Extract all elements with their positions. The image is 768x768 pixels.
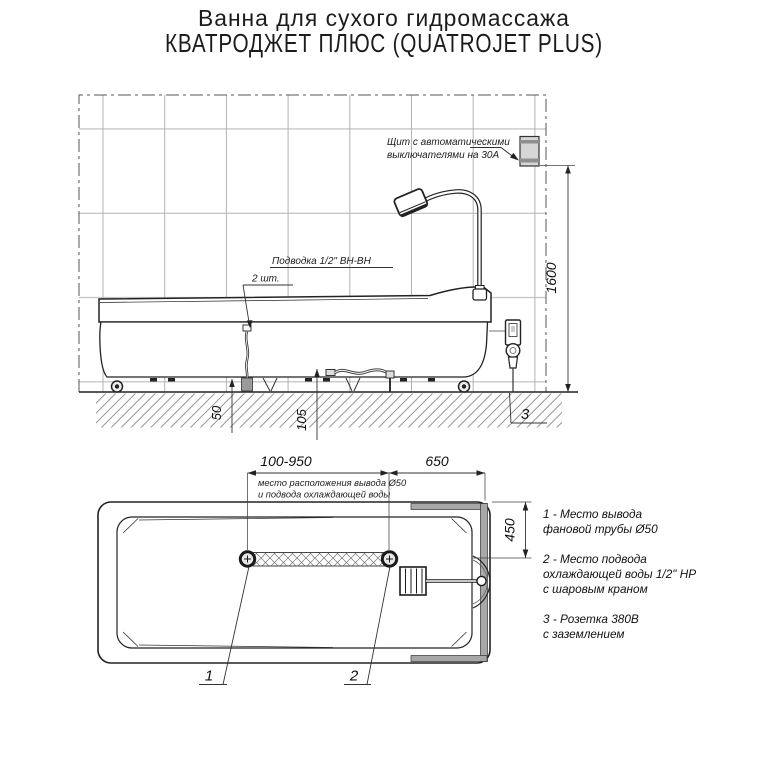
legend-item1-line2: фановой трубы Ø50 — [543, 522, 658, 536]
legend-item3-line1: 3 - Розетка 380В — [543, 612, 639, 626]
hose-label-line2: 2 шт. — [252, 273, 280, 285]
bathtub-side — [99, 287, 491, 392]
title-line-2: КВАТРОДЖЕТ ПЛЮС (QUATROJET PLUS) — [165, 28, 603, 58]
dim-range-label: 100-950 — [260, 453, 312, 469]
panel-label-line1: Щит с автоматическими — [387, 137, 510, 148]
legend-item2-line2: охлаждающей воды 1/2" НР — [543, 567, 697, 581]
floor-hatch — [96, 394, 562, 431]
note-line1: место расположения вывода Ø50 — [258, 478, 407, 488]
arm-mount-collar — [473, 289, 487, 300]
elevation-view — [79, 95, 578, 440]
breaker-panel — [520, 137, 539, 167]
note-line2: и подвода охлаждающей воды — [258, 489, 391, 500]
dim-1600-label: 1600 — [543, 262, 559, 294]
panel-label-line2: выключателями на 30А — [387, 150, 500, 161]
legend — [542, 507, 696, 641]
drain-fitting-2 — [382, 552, 396, 566]
drain-fitting-1 — [240, 552, 254, 566]
outlet-channel — [253, 553, 388, 567]
tub-apron — [100, 322, 488, 377]
dim-650-label: 650 — [425, 453, 449, 469]
caster-left — [112, 381, 123, 392]
dim-50-label: 50 — [209, 405, 224, 421]
legend-item1-line1: 1 - Место вывода — [543, 507, 643, 521]
title-line-1: Ванна для сухого гидромассажа — [198, 5, 570, 31]
hose-label-line1: Подводка 1/2" ВН-ВН — [272, 256, 371, 267]
plan-view — [98, 453, 532, 685]
ref-3-label: 3 — [520, 406, 530, 423]
ref-1-label: 1 — [204, 667, 214, 685]
legend-item2-line1: 2 - Место подвода — [543, 552, 647, 566]
dim-450-label: 450 — [501, 518, 518, 542]
ref-2-label: 2 — [349, 667, 359, 685]
drawing-title — [165, 5, 603, 58]
dim-105-label: 105 — [294, 409, 309, 431]
legend-item2-line3: с шаровым краном — [543, 582, 648, 596]
caster-right — [459, 381, 470, 392]
legend-item3-line2: с заземлением — [543, 627, 625, 641]
